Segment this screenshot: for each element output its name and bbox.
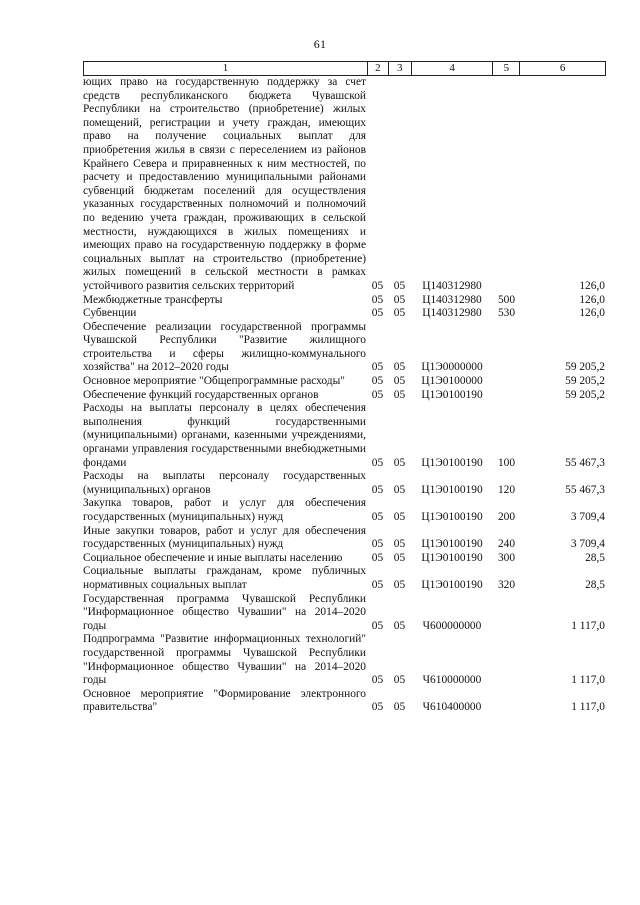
row-name: Основное мероприятие "Общепрограммные расходы" xyxy=(83,375,345,388)
table-header xyxy=(83,61,606,76)
row-section: 05 xyxy=(371,511,384,523)
row-amount: 126,0 xyxy=(579,307,605,320)
row-amount: 126,0 xyxy=(579,279,605,292)
row-expense-type: 120 xyxy=(497,483,516,496)
row-subsection: 05 xyxy=(393,456,406,469)
table-row xyxy=(83,294,606,308)
row-target-code: Ц1Э0100190 xyxy=(421,388,483,401)
row-subsection: 05 xyxy=(393,279,406,292)
row-target-code: Ц140312980 xyxy=(422,293,482,306)
row-name: Государственная программа Чувашской Республики "Информационное общество Чувашии" на 2014–2020 годы xyxy=(83,592,366,632)
header-col-3: 3 xyxy=(388,62,411,75)
table-row xyxy=(83,307,606,321)
row-subsection: 05 xyxy=(393,619,406,632)
row-subsection: 05 xyxy=(393,578,406,591)
row-expense-type: 500 xyxy=(497,293,516,306)
row-subsection: 05 xyxy=(393,674,406,687)
table-row xyxy=(83,688,606,715)
row-amount: 1 117,0 xyxy=(571,674,605,687)
row-amount: 59 205,2 xyxy=(565,388,605,401)
row-subsection: 05 xyxy=(393,361,406,374)
table-row xyxy=(83,525,606,552)
row-subsection: 05 xyxy=(393,538,406,551)
row-expense-type: 240 xyxy=(497,538,516,551)
row-expense-type: 530 xyxy=(497,307,516,320)
row-name: ющих право на государственную поддержку за счет средств республиканского бюджета Чувашской Республики на строительство (приобретение) жилых помещений, регистрации и учету граждан, имеющих право на получение социальных выплат для приобретения жилья в связи с переселением из районов Крайнего Севера и приравненных к ним местностей, по расчету и предоставлению муниципальными районами субвенций бюджетам поселений для осуществления указанных государственных полномочий и полномочий по ведению учета граждан, проживающих в сельской местности, нуждающихся в жилых помещениях и имеющих право на государственную поддержку в форме социальных выплат на строительство (приобретение) жилых помещений в сельской местности в рамках устойчивого развития сельских территорий xyxy=(83,76,366,292)
header-col-6: 6 xyxy=(519,62,605,75)
row-target-code: Ч610000000 xyxy=(422,674,482,687)
row-section: 05 xyxy=(371,483,384,496)
row-name: Обеспечение функций государственных органов xyxy=(83,388,319,401)
header-col-1: 1 xyxy=(222,62,229,74)
row-name: Расходы на выплаты персоналу государственных (муниципальных) органов xyxy=(83,470,366,496)
row-amount: 55 467,3 xyxy=(565,483,605,496)
row-target-code: Ц1Э0100190 xyxy=(421,456,483,469)
row-section: 05 xyxy=(371,361,384,374)
row-subsection: 05 xyxy=(393,483,406,496)
row-subsection: 05 xyxy=(393,551,406,564)
row-section: 05 xyxy=(371,701,384,714)
table-row xyxy=(83,593,606,634)
row-name: Субвенции xyxy=(83,307,137,320)
row-subsection: 05 xyxy=(393,388,406,401)
row-section: 05 xyxy=(371,279,384,292)
table-row xyxy=(83,375,606,389)
row-expense-type: 320 xyxy=(497,578,516,591)
row-expense-type: 200 xyxy=(497,511,516,523)
row-subsection: 05 xyxy=(393,375,406,388)
table-row xyxy=(83,470,606,497)
table-row xyxy=(83,76,606,294)
table-row xyxy=(83,497,606,524)
row-target-code: Ц1Э0100190 xyxy=(421,551,483,564)
table-row xyxy=(83,633,606,687)
row-section: 05 xyxy=(371,375,384,388)
row-amount: 126,0 xyxy=(579,293,605,306)
row-amount: 59 205,2 xyxy=(565,361,605,374)
row-amount: 3 709,4 xyxy=(570,538,605,551)
row-name: Расходы на выплаты персоналу в целях обеспечения выполнения функций государственными (муниципальными) органами, казенными учреждениями, органами управления государственными внебюджетными фондами xyxy=(83,402,366,469)
row-name: Основное мероприятие "Формирование электронного правительства" xyxy=(83,687,366,714)
row-name: Межбюджетные трансферты xyxy=(83,293,223,306)
row-section: 05 xyxy=(371,619,384,632)
row-amount: 1 117,0 xyxy=(571,701,605,714)
row-target-code: Ц1Э0100190 xyxy=(421,511,483,523)
row-subsection: 05 xyxy=(393,307,406,320)
page-number: 61 xyxy=(313,37,327,51)
row-section: 05 xyxy=(371,388,384,401)
row-target-code: Ц140312980 xyxy=(422,307,482,320)
row-amount: 28,5 xyxy=(585,578,605,591)
row-subsection: 05 xyxy=(393,511,406,523)
header-col-4: 4 xyxy=(411,62,493,75)
row-target-code: Ц1Э0000000 xyxy=(421,361,483,374)
row-target-code: Ц1Э0100190 xyxy=(421,483,483,496)
row-expense-type: 100 xyxy=(497,456,516,469)
row-section: 05 xyxy=(371,674,384,687)
header-col-5: 5 xyxy=(492,62,519,75)
row-name: Обеспечение реализации государственной программы Чувашской Республики "Развитие жилищного строительства и сферы жилищно-коммунального хозяйства" на 2012–2020 годы xyxy=(83,320,366,374)
table-row xyxy=(83,402,606,470)
row-name: Иные закупки товаров, работ и услуг для обеспечения государственных (муниципальных) нужд xyxy=(83,524,366,551)
row-name: Подпрограмма "Развитие информационных технологий" государственной программы Чувашской Республики "Информационное общество Чувашии" на 2014–2020 годы xyxy=(83,633,366,687)
row-target-code: Ц1Э0100190 xyxy=(421,578,483,591)
row-section: 05 xyxy=(371,307,384,320)
row-section: 05 xyxy=(371,578,384,591)
row-subsection: 05 xyxy=(393,293,406,306)
table-row xyxy=(83,321,606,375)
row-amount: 28,5 xyxy=(585,551,605,564)
header-col-2: 2 xyxy=(367,62,388,75)
row-amount: 1 117,0 xyxy=(571,619,605,632)
row-target-code: Ч600000000 xyxy=(422,619,482,632)
row-name: Закупка товаров, работ и услуг для обеспечения государственных (муниципальных) нужд xyxy=(83,497,366,523)
row-target-code: Ц1Э0100000 xyxy=(421,375,483,388)
row-target-code: Ц1Э0100190 xyxy=(421,538,483,551)
table-row xyxy=(83,552,606,566)
row-amount: 55 467,3 xyxy=(565,456,605,469)
row-amount: 59 205,2 xyxy=(565,375,605,388)
row-expense-type: 300 xyxy=(497,551,516,564)
row-target-code: Ц140312980 xyxy=(422,279,482,292)
table-row xyxy=(83,565,606,592)
row-name: Социальное обеспечение и иные выплаты населению xyxy=(83,551,343,564)
row-amount: 3 709,4 xyxy=(570,511,605,523)
row-section: 05 xyxy=(371,293,384,306)
row-section: 05 xyxy=(371,456,384,469)
row-name: Социальные выплаты гражданам, кроме публичных нормативных социальных выплат xyxy=(83,565,366,591)
row-section: 05 xyxy=(371,538,384,551)
table-body xyxy=(83,76,606,715)
row-section: 05 xyxy=(371,551,384,564)
table-row xyxy=(83,389,606,403)
row-subsection: 05 xyxy=(393,701,406,714)
budget-table xyxy=(83,61,606,715)
row-target-code: Ч610400000 xyxy=(422,701,482,714)
